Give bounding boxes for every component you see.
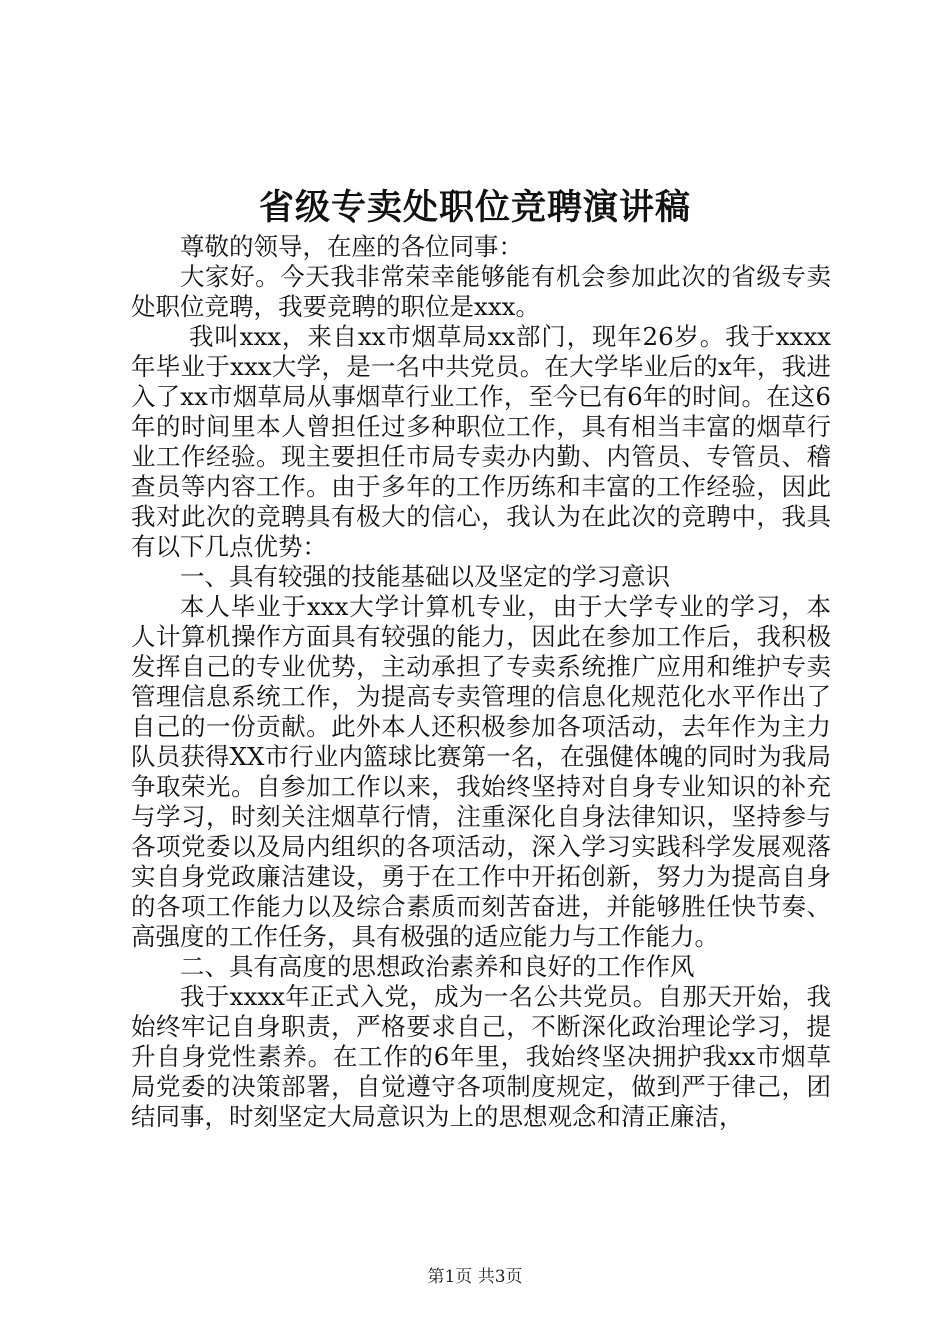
paragraph-section-2: 我于xxxx年正式入党，成为一名公共党员。自那天开始，我始终牢记自身职责，严格要求自己，不断深化政治理论学习，提升自身党性素养。在工作的6年里，我始终坚决拥护我xx市烟草局党委的决策部署，自觉遵守各项制度规定，做到严于律己，团结同事，时刻坚定大局意识为上的思想观念和清正廉洁，: [131, 982, 831, 1131]
page-footer: 第1页 共3页: [427, 1267, 523, 1287]
section-heading-1: 一、具有较强的技能基础以及坚定的学习意识: [180, 562, 670, 591]
paragraph-introduction: 我叫xxx，来自xx市烟草局xx部门，现年26岁。我于xxxx年毕业于xxx大学，是一名中共党员。在大学毕业后的x年，我进入了xx市烟草局从事烟草行业工作，至今已有6年的时间。在这6年的时间里本人曾担任过多种职位工作，具有相当丰富的烟草行业工作经验。现主要担任市局专卖办内勤、内管员、专管员、稽查员等内容工作。由于多年的工作历练和丰富的工作经验，因此我对此次的竞聘具有极大的信心，我认为在此次的竞聘中，我具有以下几点优势：: [131, 322, 831, 561]
document-title: 省级专卖处职位竞聘演讲稿: [258, 187, 691, 228]
paragraph-greeting: 大家好。今天我非常荣幸能够能有机会参加此次的省级专卖处职位竞聘，我要竞聘的职位是xxx。: [131, 262, 831, 321]
paragraph-salutation: 尊敬的领导，在座的各位同事：: [180, 232, 523, 261]
paragraph-section-1: 本人毕业于xxx大学计算机专业，由于大学专业的学习，本人计算机操作方面具有较强的能力，因此在参加工作后，我积极发挥自己的专业优势，主动承担了专卖系统推广应用和维护专卖管理信息系统工作，为提高专卖管理的信息化规范化水平作出了自己的一份贡献。此外本人还积极参加各项活动，去年作为主力队员获得XX市行业内篮球比赛第一名，在强健体魄的同时为我局争取荣光。自参加工作以来，我始终坚持对自身专业知识的补充与学习，时刻关注烟草行情，注重深化自身法律知识，坚持参与各项党委以及局内组织的各项活动，深入学习实践科学发展观落实自身党政廉洁建设，勇于在工作中开拓创新，努力为提高自身的各项工作能力以及综合素质而刻苦奋进，并能够胜任快节奏、高强度的工作任务，具有极强的适应能力与工作能力。: [131, 592, 831, 951]
document-body: [131, 232, 831, 1132]
section-heading-2: 二、具有高度的思想政治素养和良好的工作作风: [180, 952, 695, 981]
